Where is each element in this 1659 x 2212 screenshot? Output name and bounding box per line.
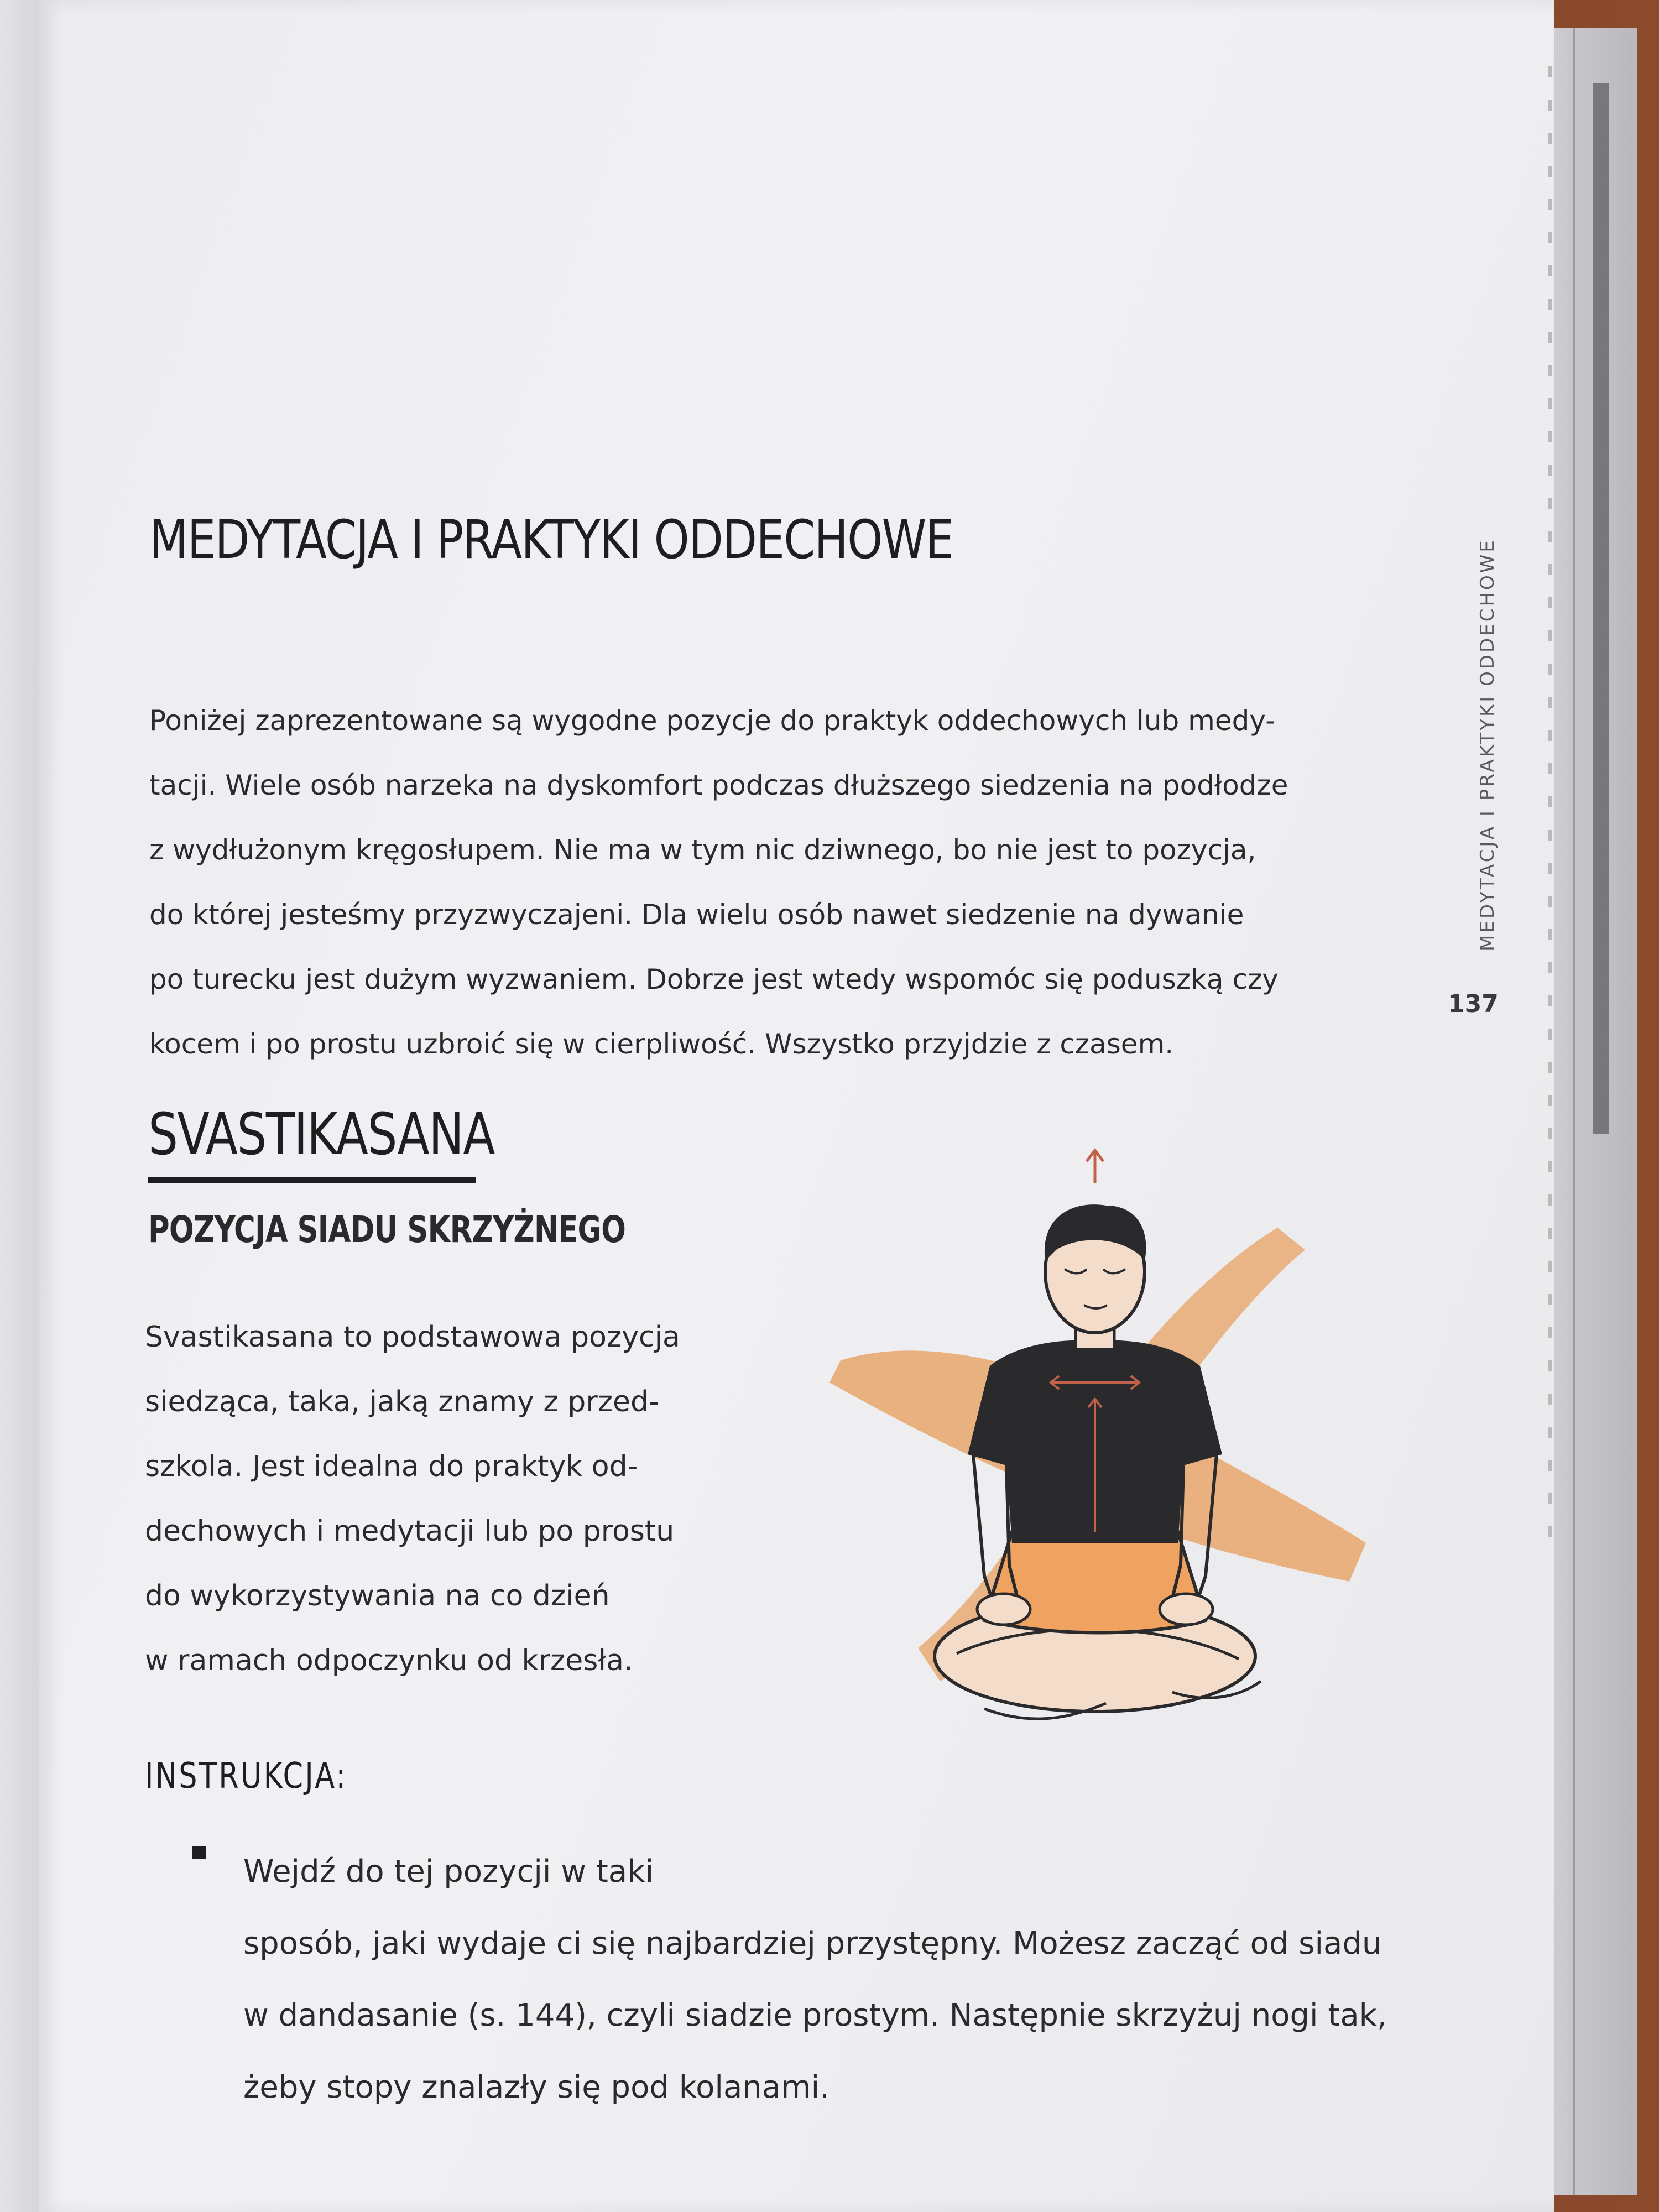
meditation-pose-illustration [818, 1123, 1383, 1759]
intro-line: po turecku jest dużym wyzwaniem. Dobrze jest wtedy wspomóc się poduszką czy [149, 963, 1279, 995]
description-line: Svastikasana to podstawowa pozycja [145, 1321, 680, 1354]
instruction-line: żeby stopy znalazły się pod kolanami. [243, 2069, 830, 2105]
intro-paragraph [149, 688, 1366, 1077]
section-title: SVASTIKASANA [148, 1100, 495, 1168]
description-line: w ramach odpoczynku od krzesła. [145, 1644, 633, 1677]
section-subtitle: POZYCJA SIADU SKRZYŻNEGO [148, 1208, 626, 1251]
square-bullet-icon [192, 1846, 206, 1859]
instruction-line: sposób, jaki wydaje ci się najbardziej przystępny. Możesz zacząć od siadu [243, 1926, 1382, 1961]
instruction-line: Wejdź do tej pozycji w taki [243, 1854, 654, 1890]
section-title-underline [148, 1177, 476, 1183]
instruction-text [243, 1836, 1460, 2124]
intro-line: do której jesteśmy przyzwyczajeni. Dla wielu osób nawet siedzenie na dywanie [149, 899, 1244, 931]
right-hand [1160, 1594, 1213, 1625]
intro-line: tacji. Wiele osób narzeka na dyskomfort podczas dłuższego siedzenia na podłodze [149, 769, 1288, 801]
left-hand [977, 1594, 1030, 1625]
intro-line: Poniżej zaprezentowane są wygodne pozycje do praktyk oddechowych lub medy- [149, 705, 1276, 737]
description-line: dechowych i medytacji lub po prostu [145, 1515, 675, 1548]
page-edge-marks [1548, 66, 1552, 1559]
page-number: 137 [1448, 990, 1499, 1018]
instructions-list [188, 1836, 1460, 2124]
description-line: szkola. Jest idealna do praktyk od- [145, 1450, 638, 1483]
description-line: siedząca, taka, jaką znamy z przed- [145, 1385, 659, 1418]
page-title: MEDYTACJA I PRAKTYKI ODDECHOWE [149, 509, 953, 571]
intro-line: kocem i po prostu uzbroić się w cierpliwość. Wszystko przyjdzie z czasem. [149, 1028, 1174, 1060]
instruction-line: w dandasanie (s. 144), czyli siadzie prostym. Następnie skrzyżuj nogi tak, [243, 1997, 1387, 2033]
running-header: MEDYTACJA I PRAKTYKI ODDECHOWE [1477, 538, 1499, 951]
description-line: do wykorzystywania na co dzień [145, 1579, 610, 1613]
instructions-heading: INSTRUKCJA: [145, 1756, 348, 1797]
list-item [188, 1836, 1460, 2124]
section-description [145, 1305, 753, 1693]
intro-line: z wydłużonym kręgosłupem. Nie ma w tym nic dziwnego, bo nie jest to pozycja, [149, 834, 1256, 866]
